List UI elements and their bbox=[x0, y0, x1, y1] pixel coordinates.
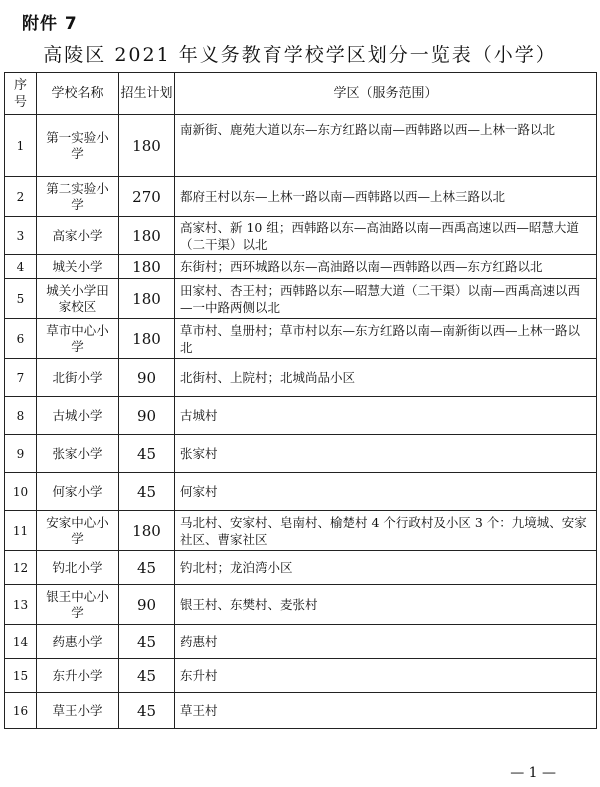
school-name: 草王小学 bbox=[37, 693, 119, 729]
row-number: 1 bbox=[5, 115, 37, 177]
enrollment-plan: 180 bbox=[119, 279, 175, 319]
header-school: 学校名称 bbox=[37, 73, 119, 115]
district-range: 都府王村以东—上林一路以南—西韩路以西—上林三路以北 bbox=[175, 177, 597, 217]
enrollment-plan: 45 bbox=[119, 659, 175, 693]
school-name: 银王中心小学 bbox=[37, 585, 119, 625]
table-row bbox=[5, 359, 597, 397]
table-row bbox=[5, 659, 597, 693]
table-row bbox=[5, 551, 597, 585]
enrollment-plan: 45 bbox=[119, 435, 175, 473]
header-district: 学区（服务范围） bbox=[175, 73, 597, 115]
table-row bbox=[5, 217, 597, 255]
table-row bbox=[5, 625, 597, 659]
school-name: 高家小学 bbox=[37, 217, 119, 255]
row-number: 5 bbox=[5, 279, 37, 319]
row-number: 13 bbox=[5, 585, 37, 625]
table-row bbox=[5, 397, 597, 435]
district-range: 马北村、安家村、皂南村、榆楚村 4 个行政村及小区 3 个：九境城、安家社区、曹家社区 bbox=[175, 511, 597, 551]
row-number: 9 bbox=[5, 435, 37, 473]
table-header-row bbox=[5, 73, 597, 115]
attachment-label: 附件 7 bbox=[22, 14, 78, 34]
school-name: 张家小学 bbox=[37, 435, 119, 473]
table-row bbox=[5, 255, 597, 279]
row-number: 16 bbox=[5, 693, 37, 729]
row-number: 3 bbox=[5, 217, 37, 255]
header-no: 序号 bbox=[5, 73, 37, 115]
row-number: 7 bbox=[5, 359, 37, 397]
enrollment-plan: 180 bbox=[119, 255, 175, 279]
school-name: 何家小学 bbox=[37, 473, 119, 511]
school-name: 东升小学 bbox=[37, 659, 119, 693]
school-name: 草市中心小学 bbox=[37, 319, 119, 359]
row-number: 15 bbox=[5, 659, 37, 693]
district-range: 钓北村；龙泊湾小区 bbox=[175, 551, 597, 585]
enrollment-plan: 180 bbox=[119, 511, 175, 551]
district-range: 银王村、东樊村、麦张村 bbox=[175, 585, 597, 625]
enrollment-plan: 90 bbox=[119, 359, 175, 397]
table-row bbox=[5, 511, 597, 551]
school-name: 城关小学田家校区 bbox=[37, 279, 119, 319]
row-number: 8 bbox=[5, 397, 37, 435]
row-number: 12 bbox=[5, 551, 37, 585]
district-range: 草市村、皇册村；草市村以东—东方红路以南—南新街以西—上林一路以北 bbox=[175, 319, 597, 359]
district-range: 何家村 bbox=[175, 473, 597, 511]
table-row bbox=[5, 115, 597, 177]
enrollment-plan: 180 bbox=[119, 217, 175, 255]
enrollment-plan: 90 bbox=[119, 585, 175, 625]
school-name: 钓北小学 bbox=[37, 551, 119, 585]
enrollment-plan: 45 bbox=[119, 473, 175, 511]
enrollment-plan: 90 bbox=[119, 397, 175, 435]
school-name: 城关小学 bbox=[37, 255, 119, 279]
row-number: 11 bbox=[5, 511, 37, 551]
district-range: 田家村、杏王村；西韩路以东—昭慧大道（二干渠）以南—西禹高速以西—一中路两侧以北 bbox=[175, 279, 597, 319]
district-range: 草王村 bbox=[175, 693, 597, 729]
table-row bbox=[5, 279, 597, 319]
school-name: 古城小学 bbox=[37, 397, 119, 435]
enrollment-plan: 45 bbox=[119, 625, 175, 659]
row-number: 2 bbox=[5, 177, 37, 217]
header-plan: 招生计划 bbox=[119, 73, 175, 115]
enrollment-plan: 180 bbox=[119, 115, 175, 177]
enrollment-plan: 45 bbox=[119, 551, 175, 585]
table-row bbox=[5, 693, 597, 729]
district-range: 药惠村 bbox=[175, 625, 597, 659]
district-range: 东升村 bbox=[175, 659, 597, 693]
district-range: 北街村、上院村；北城尚品小区 bbox=[175, 359, 597, 397]
school-name: 北街小学 bbox=[37, 359, 119, 397]
table-row bbox=[5, 435, 597, 473]
district-range: 南新街、鹿苑大道以东—东方红路以南—西韩路以西—上林一路以北 bbox=[175, 115, 597, 177]
table-row bbox=[5, 585, 597, 625]
table-row bbox=[5, 473, 597, 511]
table-row bbox=[5, 319, 597, 359]
district-range: 古城村 bbox=[175, 397, 597, 435]
page-title: 高陵区 2021 年义务教育学校学区划分一览表（小学） bbox=[43, 44, 557, 66]
school-name: 药惠小学 bbox=[37, 625, 119, 659]
row-number: 14 bbox=[5, 625, 37, 659]
row-number: 4 bbox=[5, 255, 37, 279]
row-number: 6 bbox=[5, 319, 37, 359]
enrollment-plan: 270 bbox=[119, 177, 175, 217]
school-name: 第二实验小学 bbox=[37, 177, 119, 217]
row-number: 10 bbox=[5, 473, 37, 511]
school-name: 第一实验小学 bbox=[37, 115, 119, 177]
school-name: 安家中心小学 bbox=[37, 511, 119, 551]
district-range: 高家村、新 10 组；西韩路以东—高油路以南—西禹高速以西—昭慧大道（二干渠）以北 bbox=[175, 217, 597, 255]
district-range: 东街村；西环城路以东—高油路以南—西韩路以西—东方红路以北 bbox=[175, 255, 597, 279]
enrollment-plan: 45 bbox=[119, 693, 175, 729]
enrollment-plan: 180 bbox=[119, 319, 175, 359]
table-row bbox=[5, 177, 597, 217]
page-number: — 1 — bbox=[510, 765, 556, 781]
district-table bbox=[4, 72, 597, 729]
district-range: 张家村 bbox=[175, 435, 597, 473]
